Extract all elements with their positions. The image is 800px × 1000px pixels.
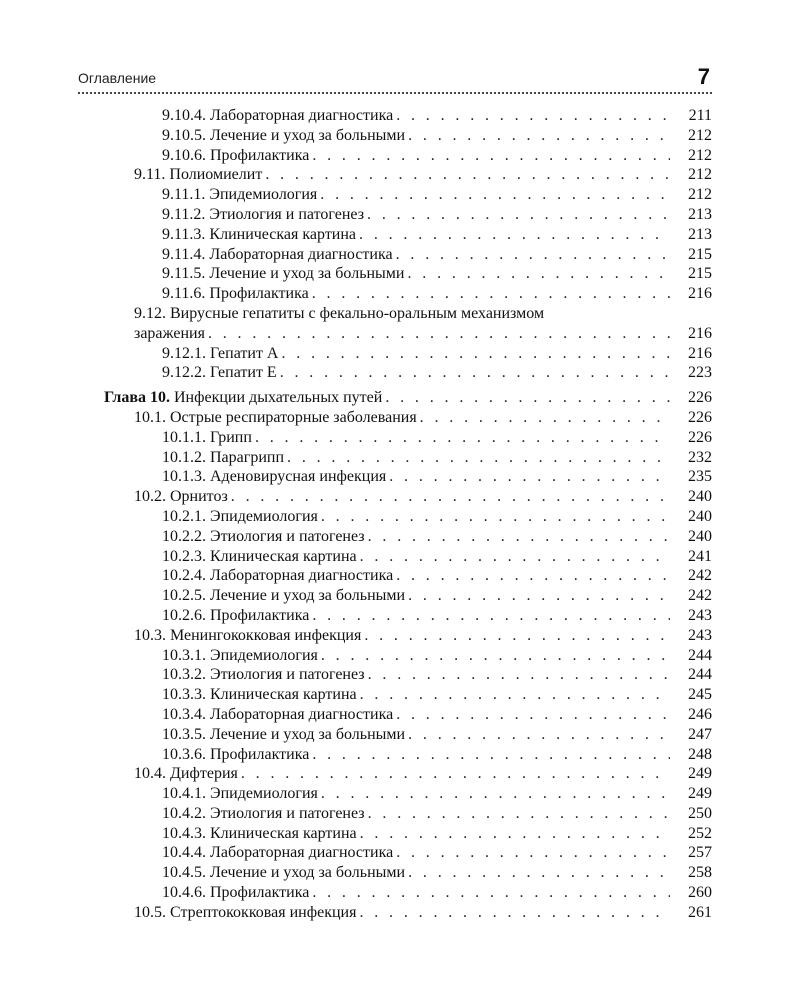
dot-leader bbox=[360, 685, 670, 705]
dot-leader bbox=[321, 507, 670, 527]
toc-entry-text: Эпидемиология bbox=[210, 507, 318, 525]
toc-entry-page: 242 bbox=[688, 587, 712, 605]
toc-entry[interactable] bbox=[0, 745, 800, 765]
toc-entry-number: 9.11.3. bbox=[162, 225, 206, 243]
dot-leader bbox=[420, 408, 670, 428]
dot-leader bbox=[255, 428, 670, 448]
toc-entry-page: 249 bbox=[688, 765, 712, 783]
toc-entry-page: 216 bbox=[688, 285, 712, 303]
toc-entry-title bbox=[162, 245, 396, 265]
toc-entry-page: 213 bbox=[688, 225, 712, 243]
table-of-contents bbox=[0, 106, 800, 923]
toc-entry-title bbox=[162, 547, 360, 567]
toc-entry-text: Вирусные гепатиты с фекально-оральным механизмом bbox=[170, 304, 545, 322]
toc-entry-number: 10.2.6. bbox=[162, 606, 206, 624]
toc-entry-number: 10.1.1. bbox=[162, 428, 206, 446]
dot-leader bbox=[312, 745, 670, 765]
toc-entry[interactable] bbox=[0, 784, 800, 804]
toc-entry-text: Парагрипп bbox=[210, 448, 285, 466]
dot-leader bbox=[408, 264, 671, 284]
toc-entry-number: Глава 10. bbox=[104, 389, 170, 407]
toc-entry-title bbox=[134, 304, 547, 324]
toc-entry-text: Лечение и уход за больными bbox=[210, 587, 406, 605]
toc-entry-title bbox=[162, 146, 312, 166]
toc-entry-number: 10.4.2. bbox=[162, 804, 206, 822]
toc-entry[interactable] bbox=[0, 606, 800, 626]
toc-entry-number: 10.3. bbox=[134, 626, 166, 644]
toc-entry[interactable] bbox=[0, 863, 800, 883]
toc-entry-number: 9.12.1. bbox=[162, 344, 206, 362]
toc-entry-number: 10.5. bbox=[134, 903, 166, 921]
toc-entry-title bbox=[162, 784, 321, 804]
toc-entry-text: Грипп bbox=[210, 428, 252, 446]
toc-entry[interactable] bbox=[0, 487, 800, 507]
dot-leader bbox=[396, 705, 670, 725]
toc-entry-page: 260 bbox=[688, 884, 712, 902]
toc-entry[interactable] bbox=[0, 448, 800, 468]
toc-entry-page: 212 bbox=[688, 146, 712, 164]
toc-entry-number: 10.3.6. bbox=[162, 745, 206, 763]
toc-entry-page: 226 bbox=[688, 428, 712, 446]
toc-entry-text: Острые респираторные заболевания bbox=[170, 408, 417, 426]
toc-entry-number: 9.11.4. bbox=[162, 245, 206, 263]
toc-entry-page: 248 bbox=[688, 745, 712, 763]
toc-entry-page: 235 bbox=[688, 468, 712, 486]
dot-leader bbox=[368, 804, 670, 824]
toc-entry[interactable] bbox=[0, 185, 800, 205]
toc-entry-page: 244 bbox=[688, 666, 712, 684]
toc-entry-continuation[interactable] bbox=[0, 324, 800, 344]
dot-leader bbox=[312, 606, 670, 626]
toc-entry[interactable] bbox=[0, 245, 800, 265]
toc-entry-number: 9.10.5. bbox=[162, 126, 206, 144]
toc-entry[interactable] bbox=[0, 843, 800, 863]
toc-entry[interactable] bbox=[0, 665, 800, 685]
toc-entry[interactable] bbox=[0, 824, 800, 844]
toc-entry-page: 232 bbox=[688, 448, 712, 466]
toc-entry-page: 242 bbox=[688, 567, 712, 585]
toc-entry-text: Профилактика bbox=[210, 606, 310, 624]
toc-entry-text: Лечение и уход за больными bbox=[210, 126, 406, 144]
dot-leader bbox=[312, 284, 670, 304]
toc-entry[interactable] bbox=[0, 428, 800, 448]
toc-entry-title bbox=[162, 467, 389, 487]
toc-entry-title bbox=[134, 903, 359, 923]
toc-entry[interactable] bbox=[0, 804, 800, 824]
toc-entry[interactable] bbox=[0, 725, 800, 745]
toc-entry-number: 10.4.5. bbox=[162, 864, 206, 882]
toc-entry-number: 9.11.5. bbox=[162, 265, 206, 283]
toc-entry-page: 240 bbox=[688, 527, 712, 545]
toc-entry-page: 243 bbox=[688, 606, 712, 624]
toc-entry-title bbox=[162, 685, 360, 705]
toc-entry-title bbox=[162, 824, 360, 844]
dot-leader bbox=[368, 665, 670, 685]
toc-entry-title bbox=[162, 507, 321, 527]
toc-entry[interactable] bbox=[0, 883, 800, 903]
toc-entry-number: 10.2.5. bbox=[162, 587, 206, 605]
toc-entry-page: 258 bbox=[688, 864, 712, 882]
toc-entry-number: 10.4.1. bbox=[162, 785, 206, 803]
toc-entry-text: Профилактика bbox=[209, 285, 309, 303]
toc-entry-number: 9.11. bbox=[134, 166, 166, 184]
dot-leader bbox=[408, 725, 670, 745]
dot-leader bbox=[360, 824, 670, 844]
toc-entry-number: 10.3.2. bbox=[162, 666, 206, 684]
dot-leader bbox=[408, 126, 670, 146]
toc-entry-title bbox=[162, 106, 396, 126]
toc-entry-number: 10.1. bbox=[134, 408, 166, 426]
toc-entry-title bbox=[162, 646, 321, 666]
toc-entry[interactable] bbox=[0, 705, 800, 725]
dot-leader bbox=[385, 388, 670, 408]
toc-entry-text: Профилактика bbox=[210, 745, 310, 763]
toc-entry-text: Лечение и уход за больными bbox=[210, 864, 406, 882]
dot-leader bbox=[389, 467, 670, 487]
toc-entry[interactable] bbox=[0, 547, 800, 567]
toc-entry-page: 245 bbox=[688, 686, 712, 704]
toc-entry[interactable] bbox=[0, 106, 800, 126]
toc-entry-number: 10.3.4. bbox=[162, 705, 206, 723]
toc-entry-title bbox=[162, 725, 408, 745]
toc-entry-title bbox=[162, 428, 255, 448]
toc-entry-title bbox=[134, 764, 241, 784]
toc-entry[interactable] bbox=[0, 646, 800, 666]
toc-entry-title bbox=[162, 566, 396, 586]
toc-entry-number: 10.4.6. bbox=[162, 884, 206, 902]
toc-entry-page: 261 bbox=[688, 903, 712, 921]
toc-entry-text: Лабораторная диагностика bbox=[210, 107, 394, 124]
toc-entry[interactable] bbox=[0, 764, 800, 784]
toc-entry[interactable] bbox=[0, 388, 800, 408]
toc-entry-text: Эпидемиология bbox=[209, 186, 318, 204]
toc-entry-title bbox=[162, 264, 408, 284]
dot-leader bbox=[396, 245, 670, 265]
toc-entry-page: 241 bbox=[688, 547, 712, 565]
dot-leader bbox=[312, 883, 670, 903]
dot-leader bbox=[396, 106, 670, 126]
toc-entry-title bbox=[162, 448, 287, 468]
toc-entry-text: Лабораторная диагностика bbox=[210, 844, 394, 862]
toc-entry-text: Лечение и уход за больными bbox=[210, 725, 406, 743]
toc-entry-page: 216 bbox=[688, 324, 712, 342]
toc-entry-page: 215 bbox=[688, 265, 712, 283]
toc-entry-text: Этиология и патогенез bbox=[210, 527, 365, 545]
toc-entry-page: 246 bbox=[688, 705, 712, 723]
toc-entry-text: Профилактика bbox=[210, 884, 310, 902]
toc-entry-text: Лабораторная диагностика bbox=[210, 705, 394, 723]
page-number: 7 bbox=[697, 64, 710, 89]
toc-entry-text: Этиология и патогенез bbox=[209, 205, 365, 223]
dot-leader bbox=[208, 324, 670, 344]
toc-entry-text: Менингококковая инфекция bbox=[170, 626, 362, 644]
toc-entry-text: заражения bbox=[134, 324, 208, 344]
toc-entry-page: 226 bbox=[688, 389, 712, 407]
toc-entry-number: 9.12.2. bbox=[162, 364, 206, 382]
toc-entry-number: 9.11.6. bbox=[162, 285, 206, 303]
dot-leader bbox=[396, 843, 670, 863]
toc-entry-text: Этиология и патогенез bbox=[210, 666, 365, 684]
toc-entry-page: 250 bbox=[688, 804, 712, 822]
dot-leader bbox=[359, 225, 670, 245]
toc-entry[interactable] bbox=[0, 126, 800, 146]
toc-entry-page: 213 bbox=[688, 205, 712, 223]
toc-entry-text: Клиническая картина bbox=[209, 225, 357, 243]
toc-entry[interactable] bbox=[0, 344, 800, 364]
dot-leader bbox=[408, 586, 670, 606]
toc-entry-page: 223 bbox=[688, 364, 712, 382]
toc-entry-text: Клиническая картина bbox=[210, 686, 357, 704]
toc-entry-title bbox=[134, 165, 265, 185]
toc-entry-page: 249 bbox=[688, 785, 712, 803]
toc-entry-page: 244 bbox=[688, 646, 712, 664]
running-header bbox=[78, 64, 712, 94]
toc-entry-text: Лабораторная диагностика bbox=[210, 567, 394, 585]
toc-entry-title bbox=[162, 126, 408, 146]
toc-entry-text: Гепатит А bbox=[210, 344, 279, 362]
toc-entry-number: 9.11.2. bbox=[162, 205, 206, 223]
toc-entry-page: 240 bbox=[688, 488, 712, 506]
toc-entry-text: Дифтерия bbox=[170, 765, 238, 783]
toc-entry-text: Орнитоз bbox=[170, 488, 228, 506]
dot-leader bbox=[408, 863, 670, 883]
toc-entry[interactable] bbox=[0, 566, 800, 586]
toc-entry-title bbox=[104, 388, 385, 408]
toc-entry[interactable] bbox=[0, 363, 800, 383]
toc-entry-number: 10.2.3. bbox=[162, 547, 206, 565]
toc-entry[interactable] bbox=[0, 264, 800, 284]
toc-entry-text: Полиомиелит bbox=[169, 166, 263, 184]
toc-entry-number: 10.4. bbox=[134, 765, 166, 783]
toc-entry-title bbox=[134, 487, 231, 507]
toc-entry-text: Клиническая картина bbox=[210, 824, 357, 842]
toc-entry[interactable] bbox=[0, 284, 800, 304]
toc-entry-text: Эпидемиология bbox=[210, 646, 318, 664]
toc-entry-title bbox=[162, 284, 312, 304]
toc-entry-page: 212 bbox=[688, 126, 712, 144]
toc-entry-text: Клиническая картина bbox=[210, 547, 357, 565]
toc-entry-page: 211 bbox=[688, 107, 712, 124]
toc-entry-number: 10.2.1. bbox=[162, 507, 206, 525]
toc-entry-number: 10.1.3. bbox=[162, 468, 206, 486]
dot-leader bbox=[281, 344, 670, 364]
toc-entry[interactable] bbox=[0, 205, 800, 225]
toc-entry-page: 257 bbox=[688, 844, 712, 862]
toc-entry-number: 10.4.4. bbox=[162, 844, 206, 862]
toc-entry-text: Инфекции дыхательных путей bbox=[174, 389, 383, 407]
dot-leader bbox=[280, 363, 670, 383]
dot-leader bbox=[368, 527, 670, 547]
toc-entry[interactable] bbox=[0, 903, 800, 923]
toc-entry-page: 226 bbox=[688, 408, 712, 426]
toc-entry-text: Лечение и уход за больными bbox=[209, 265, 405, 283]
toc-entry[interactable] bbox=[0, 626, 800, 646]
toc-entry-text: Гепатит Е bbox=[210, 364, 277, 382]
section-title: Оглавление bbox=[78, 70, 157, 86]
toc-entry-number: 10.3.5. bbox=[162, 725, 206, 743]
toc-entry-number: 10.2.4. bbox=[162, 567, 206, 585]
dot-leader bbox=[287, 448, 670, 468]
dot-leader bbox=[241, 764, 670, 784]
toc-entry-number: 10.3.1. bbox=[162, 646, 206, 664]
toc-entry[interactable] bbox=[0, 408, 800, 428]
toc-entry-title bbox=[162, 883, 312, 903]
dot-leader bbox=[367, 205, 670, 225]
dot-leader bbox=[312, 146, 670, 166]
toc-entry-title bbox=[134, 626, 364, 646]
toc-entry-title bbox=[162, 185, 320, 205]
toc-entry-text: Эпидемиология bbox=[210, 785, 318, 803]
toc-entry-title bbox=[162, 606, 312, 626]
toc-entry-title bbox=[162, 363, 280, 383]
toc-entry-title bbox=[162, 745, 312, 765]
toc-entry-number: 10.3.3. bbox=[162, 686, 206, 704]
toc-entry[interactable] bbox=[0, 467, 800, 487]
toc-entry-text: Лабораторная диагностика bbox=[209, 245, 393, 263]
toc-entry-text: Аденовирусная инфекция bbox=[210, 468, 387, 486]
dot-leader bbox=[359, 903, 670, 923]
toc-entry[interactable] bbox=[0, 165, 800, 185]
dot-leader bbox=[321, 784, 670, 804]
toc-entry-text: Этиология и патогенез bbox=[210, 804, 365, 822]
toc-entry[interactable] bbox=[0, 507, 800, 527]
toc-entry[interactable] bbox=[0, 685, 800, 705]
toc-entry-title bbox=[162, 344, 281, 364]
toc-entry-text: Стрептококковая инфекция bbox=[170, 903, 357, 921]
toc-entry-page: 252 bbox=[688, 824, 712, 842]
dot-leader bbox=[321, 646, 670, 666]
toc-entry-page: 216 bbox=[688, 344, 712, 362]
toc-entry-title bbox=[162, 527, 368, 547]
toc-entry-title bbox=[162, 225, 359, 245]
toc-entry-page: 247 bbox=[688, 725, 712, 743]
toc-entry-title bbox=[162, 705, 396, 725]
toc-entry-title bbox=[134, 408, 420, 428]
toc-entry[interactable] bbox=[0, 225, 800, 245]
toc-entry-page: 243 bbox=[688, 626, 712, 644]
toc-entry[interactable] bbox=[0, 146, 800, 166]
toc-entry-number: 9.12. bbox=[134, 304, 166, 322]
toc-entry-title bbox=[162, 804, 368, 824]
toc-entry-page: 212 bbox=[688, 186, 712, 204]
toc-entry-title bbox=[162, 863, 408, 883]
toc-entry-number: 9.10.6. bbox=[162, 146, 206, 164]
toc-entry-number: 10.2. bbox=[134, 488, 166, 506]
toc-entry-title bbox=[162, 586, 408, 606]
toc-entry[interactable] bbox=[0, 586, 800, 606]
toc-entry-title bbox=[162, 205, 367, 225]
dot-leader bbox=[320, 185, 670, 205]
toc-entry-text: Профилактика bbox=[210, 146, 310, 164]
dot-leader bbox=[231, 487, 670, 507]
toc-entry-page: 240 bbox=[688, 507, 712, 525]
toc-entry-page: 212 bbox=[688, 166, 712, 184]
toc-entry-number: 9.11.1. bbox=[162, 186, 206, 204]
toc-entry-title bbox=[162, 665, 368, 685]
toc-entry-number: 10.4.3. bbox=[162, 824, 206, 842]
toc-entry-number: 9.10.4. bbox=[162, 107, 206, 124]
dot-leader bbox=[360, 547, 670, 567]
dot-leader bbox=[265, 165, 670, 185]
toc-entry-number: 10.2.2. bbox=[162, 527, 206, 545]
dot-leader bbox=[396, 566, 670, 586]
toc-entry-number: 10.1.2. bbox=[162, 448, 206, 466]
toc-entry-title bbox=[162, 843, 396, 863]
toc-entry-page: 215 bbox=[688, 245, 712, 263]
toc-entry[interactable] bbox=[0, 527, 800, 547]
toc-entry[interactable] bbox=[0, 304, 800, 324]
dot-leader bbox=[364, 626, 670, 646]
